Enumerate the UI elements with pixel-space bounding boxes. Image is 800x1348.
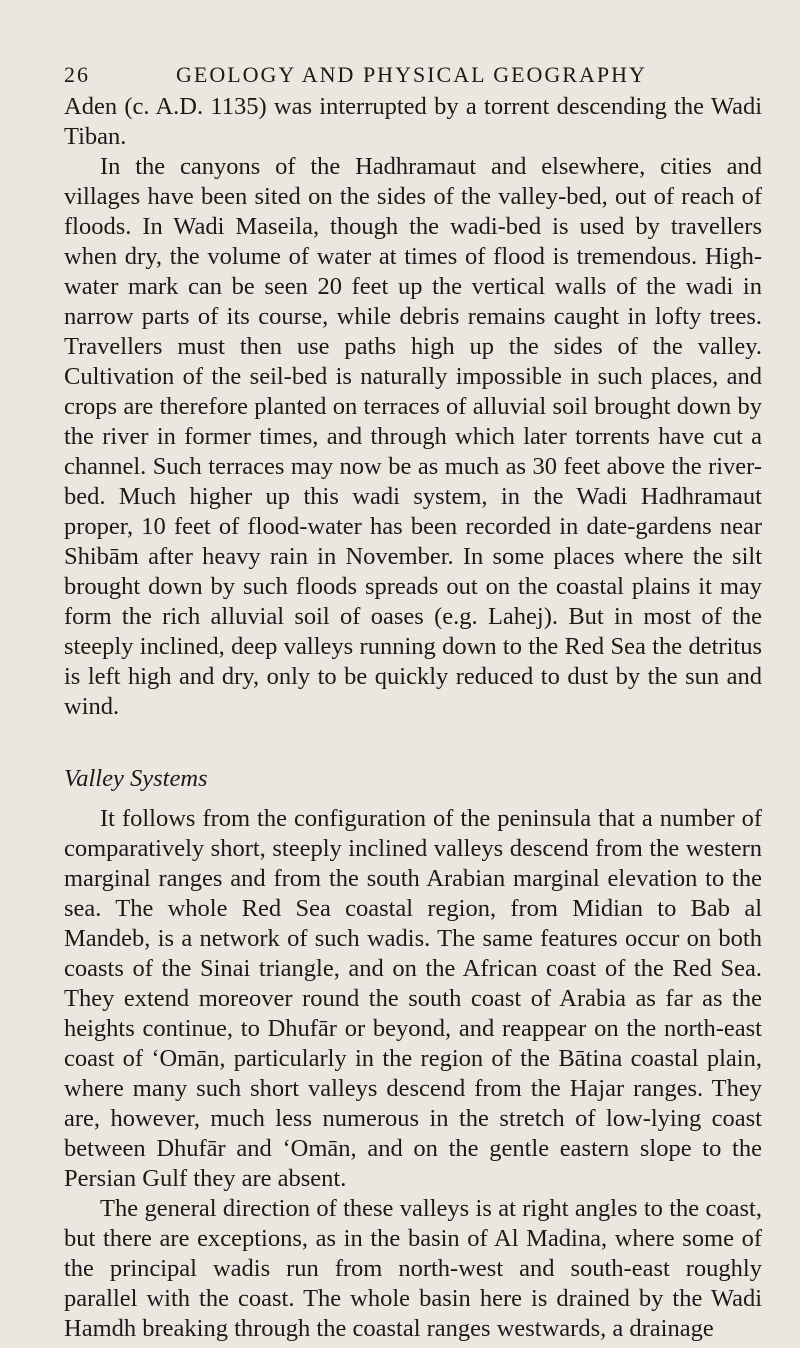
page-number: 26 <box>64 62 90 87</box>
paragraph-valley-configuration: It follows from the configuration of the peninsula that a number of comparatively short, steeply inclined valleys descend from the western marginal ranges and from the south Arabian marginal elevation to the sea. The whole Red Sea coastal region, from Midian to Bab al Mandeb, is a network of such wadis. The same features occur on both coasts of the Sinai triangle, and on the African coast of the Red Sea. They extend moreover round the south coast of Arabia as far as the heights continue, to Dhufār or beyond, and reappear on the north-east coast of ‘Omān, particularly in the region of the Bātina coastal plain, where many such short valleys descend from the Hajar ranges. They are, however, much less numerous in the stretch of low-lying coast between Dhufār and ‘Omān, and on the gentle eastern slope to the Persian Gulf they are absent. <box>64 805 762 1192</box>
section-heading: Valley Systems <box>64 765 208 792</box>
paragraph-valley-direction: The general direction of these valleys is at right angles to the coast, but there are exceptions, as in the basin of Al Madina, where some of the principal wadis run from north-west and south-east roughly parallel with the coast. The whole basin here is drained by the Wadi Hamdh breaking through the coastal ranges westwards, a drainage <box>64 1195 762 1342</box>
running-title: GEOLOGY AND PHYSICAL GEOGRAPHY <box>176 62 647 87</box>
body-text <box>64 92 762 1344</box>
running-head <box>64 58 762 92</box>
paragraph-hadhramaut-canyons: In the canyons of the Hadhramaut and elsewhere, cities and villages have been sited on the sides of the valley-bed, out of reach of floods. In Wadi Maseila, though the wadi-bed is used by travellers when dry, the volume of water at times of flood is tremendous. High-water mark can be seen 20 feet up the vertical walls of the wadi in narrow parts of its course, while debris remains caught in lofty trees. Travellers must then use paths high up the sides of the valley. Cultivation of the seil-bed is naturally impossible in such places, and crops are therefore planted on terraces of alluvial soil brought down by the river in former times, and through which later torrents have cut a channel. Such terraces may now be as much as 30 feet above the river-bed. Much higher up this wadi system, in the Wadi Hadhramaut proper, 10 feet of flood-water has been recorded in date-gardens near Shibām after heavy rain in November. In some places where the silt brought down by such floods spreads out on the coastal plains it may form the rich alluvial soil of oases (e.g. Lahej). But in most of the steeply inclined, deep valleys running down to the Red Sea the detritus is left high and dry, only to be quickly reduced to dust by the sun and wind. <box>64 153 762 720</box>
paragraph-continued: Aden (c. A.D. 1135) was interrupted by a torrent descending the Wadi Tiban. <box>64 93 762 150</box>
